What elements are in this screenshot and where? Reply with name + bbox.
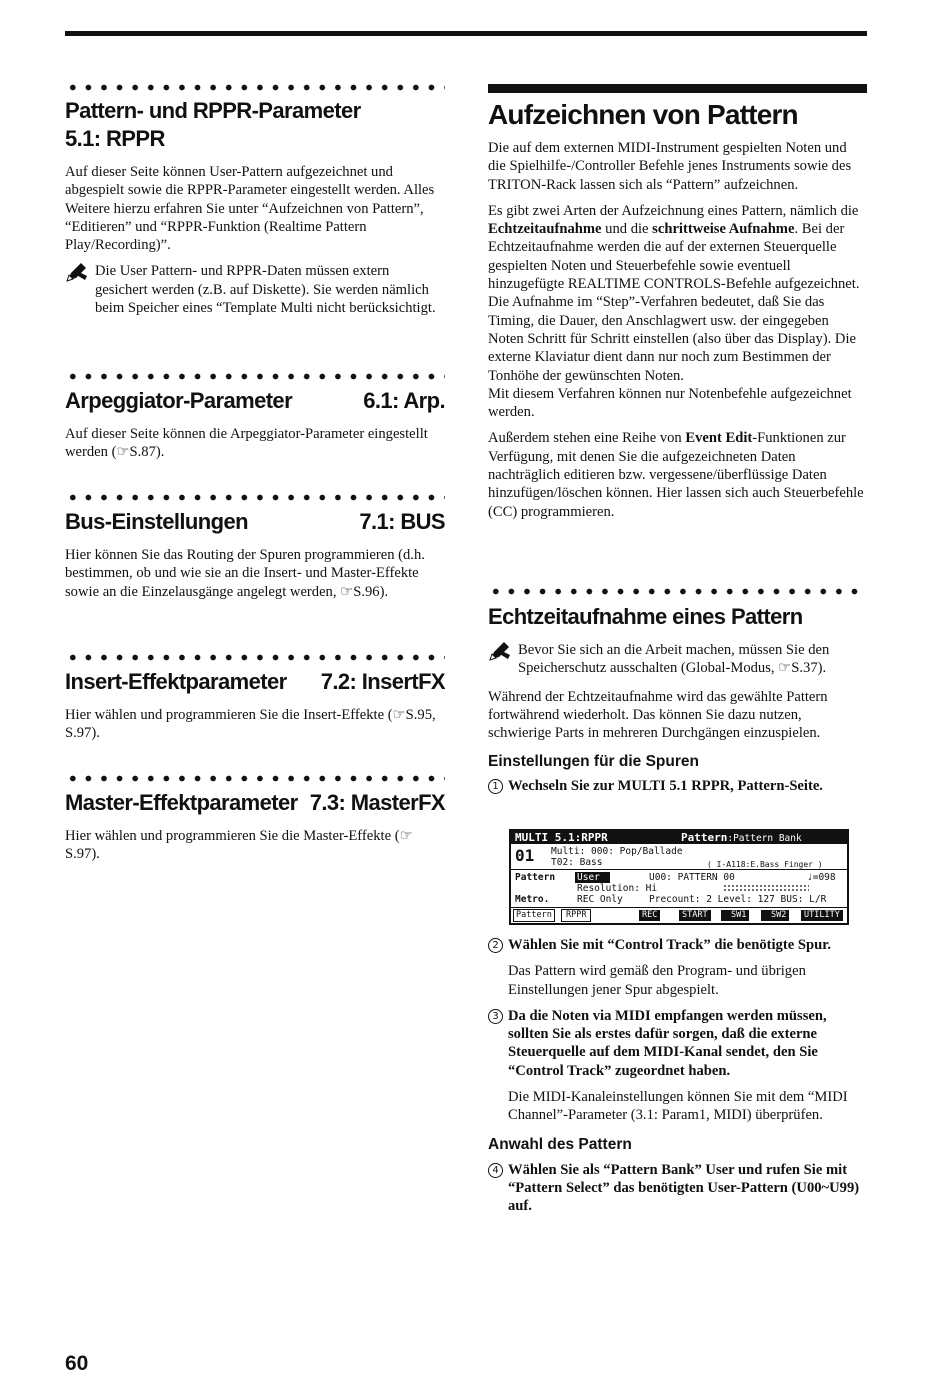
lcd-dotted-field [723,884,809,892]
lcd-pattern-label: Pattern [515,872,556,883]
heading-masterfx: Master-Effektparameter [65,790,298,815]
step-2-body: Das Pattern wird gemäß den Program- und übrigen Einstellungen jener Spur abgespielt. [508,963,806,998]
step-number: 1 [488,779,503,794]
heading-arpeggiator-ref: 6.1: Arp. [363,388,445,413]
lcd-sw2-button: SW2 [761,910,789,921]
heading-pattern-select: Anwahl des Pattern [488,1135,632,1153]
pencil-note-icon [488,641,514,661]
section-divider-dots [488,588,867,595]
title-bar [488,84,867,93]
section-divider-dots [65,84,445,91]
realtime-paragraph: Während der Echtzeitaufnahme wird das gewählte Pattern fortwährend wiederholt. Das können Sie dazu nutzen, schwierige Parts in mehreren Durchgängen einzuspielen. [488,688,828,742]
rppr-body: Auf dieser Seite können User-Pattern aufgezeichnet und abgespielt sowie die RPPR-Parameter eingestellt werden. Alles Weitere hierzu erfahren Sie unter “Aufzeichnen von Pattern”, “Editieren” und “RPPR-Funktion (Realtime Pattern Play/Recording)”. [65,164,435,254]
lcd-tab-rppr: RPPR [561,909,591,922]
event-edit-paragraph: Außerdem stehen eine Reihe von Event Edit-Funktionen zur Verfügung, mit denen Sie die aufgezeichneten Daten nachträglich editieren bzw. vergessene/überflüssige Daten hinzufügen/löschen können. Hier lassen sich auch Steuerbefehle (CC) programmieren. [488,430,864,520]
step-number: 4 [488,1163,503,1178]
lcd-divider [511,869,847,870]
pencil-note-icon [65,262,91,282]
insertfx-body: Hier wählen und programmieren Sie die Insert-Effekte (☞S.95, S.97). [65,707,436,742]
heading-insertfx-ref: 7.2: InsertFX [320,669,445,694]
lcd-pattern-bank: User [575,872,610,883]
masterfx-body: Hier wählen und programmieren Sie die Master-Effekte (☞S.97). [65,828,413,863]
step-1 [488,777,867,795]
heading-rppr-line1: Pattern- und RPPR-Parameter [65,98,361,123]
top-rule [65,31,867,36]
section-divider-dots [65,654,445,661]
lcd-multi: Multi: 000: Pop/Ballade [551,846,683,857]
section-divider-dots [65,494,445,501]
step-recording-paragraph: Die Aufnahme im “Step”-Verfahren bedeutet, daß Sie das Timing, die Dauer, den Anschlagwert usw. der eingegeben Noten Schritt für Schritt einstellen (also über das Display). Die externe Klaviatur dient dann nur noch zum Bestimmen der Tonhöhe der gewünschten Noten. [488,294,857,384]
page-number: 60 [65,1352,89,1375]
recording-types-paragraph: Es gibt zwei Arten der Aufzeichnung eines Pattern, nämlich die Echtzeitaufnahme und die schrittweise Aufnahme. Bei der Echtzeitaufnahme werden die auf der externen Steuerquelle gespielten Noten und Steuerbefehle sowie eventuell hinzugefügte REALTIME CONTROLS-Befehle aufgezeichnet. [488,202,860,293]
section-divider-dots [65,373,445,380]
heading-bus: Bus-Einstellungen [65,509,248,534]
heading-rppr-line2: 5.1: RPPR [65,126,165,151]
step-3-body: Die MIDI-Kanaleinstellungen können Sie mit dem “MIDI Channel”-Parameter (3.1: Param1, MIDI) überprüfen. [508,1089,848,1124]
heading-track-settings: Einstellungen für die Spuren [488,753,699,771]
lcd-display [509,829,849,925]
bus-body: Hier können Sie das Routing der Spuren programmieren (d.h. bestimmen, ob und wie sie an die Insert- und Master-Effekte sowie an die Einzelausgänge angelegt werden, ☞S.96). [65,547,425,600]
lcd-title: MULTI 5.1:RPPR [515,831,608,844]
step-1-text: Wechseln Sie zur MULTI 5.1 RPPR, Pattern-Seite. [508,778,823,795]
step-2-text: Wählen Sie mit “Control Track” die benötigte Spur. [508,937,831,953]
lcd-tab-pattern: Pattern [513,909,555,922]
notes-only-paragraph: Mit diesem Verfahren können nur Notenbefehle aufgezeichnet werden. [488,385,852,421]
lcd-resolution: Resolution: Hi [577,883,658,894]
lcd-rec-only: REC Only [577,894,623,905]
lcd-track-number: 01 [515,846,535,865]
lcd-rec-button: REC [639,910,660,921]
realtime-note [488,641,867,678]
heading-arpeggiator: Arpeggiator-Parameter [65,388,293,413]
lcd-utility-button: UTILITY [801,910,843,921]
lcd-start-button: START [679,910,711,921]
lcd-pattern-name: U00: PATTERN 00 [649,872,735,883]
lcd-sw1-button: SW1 [721,910,749,921]
arpeggiator-body: Auf dieser Seite können die Arpeggiator-Parameter eingestellt werden (☞S.87). [65,426,428,461]
rppr-note-text: Die User Pattern- und RPPR-Daten müssen extern gesichert werden (z.B. auf Diskette). Sie werden nämlich beim Speicher eines “Template Multi nicht berücksichtigt. [95,263,436,317]
rppr-note [65,262,445,317]
lcd-precount: Precount: 2 Level: 127 BUS: L/R [649,894,827,905]
step-number: 2 [488,938,503,953]
step-2 [488,936,867,954]
heading-bus-ref: 7.1: BUS [359,509,445,534]
lcd-tempo: ♩=098 [807,872,836,883]
lcd-track-program: T02: Bass [551,857,603,868]
lcd-metro-label: Metro. [515,894,550,905]
heading-realtime-recording: Echtzeitaufnahme eines Pattern [488,604,803,629]
step-number: 3 [488,1009,503,1024]
step-3 [488,1007,867,1080]
intro-paragraph: Die auf dem externen MIDI-Instrument gespielten Noten und die Spielhilfe-/Controller Befehle jenes Instruments sowie des TRITON-Rack lassen sich als “Pattern” aufzeichnen. [488,140,852,193]
lcd-page: Pattern:Pattern Bank [681,831,802,844]
heading-masterfx-ref: 7.3: MasterFX [309,790,445,815]
step-4-text: Wählen Sie als “Pattern Bank” User und rufen Sie mit “Pattern Select” das benötigten User-Pattern (U00~U99) auf. [508,1161,860,1215]
section-divider-dots [65,775,445,782]
step-4 [488,1161,867,1216]
lcd-program-name: ( I-A118:E.Bass Finger ) [707,860,823,869]
page-title: Aufzeichnen von Pattern [488,99,798,130]
realtime-note-text: Bevor Sie sich an die Arbeit machen, müssen Sie den Speicherschutz ausschalten (Global-Modus, ☞S.37). [518,642,830,677]
step-3-text: Da die Noten via MIDI empfangen werden müssen, sollten Sie als erstes dafür sorgen, daß die externe Steuerquelle auf dem MIDI-Kanal sendet, den Sie “Control Track” zugeordnet haben. [508,1007,827,1079]
heading-insertfx: Insert-Effektparameter [65,669,287,694]
